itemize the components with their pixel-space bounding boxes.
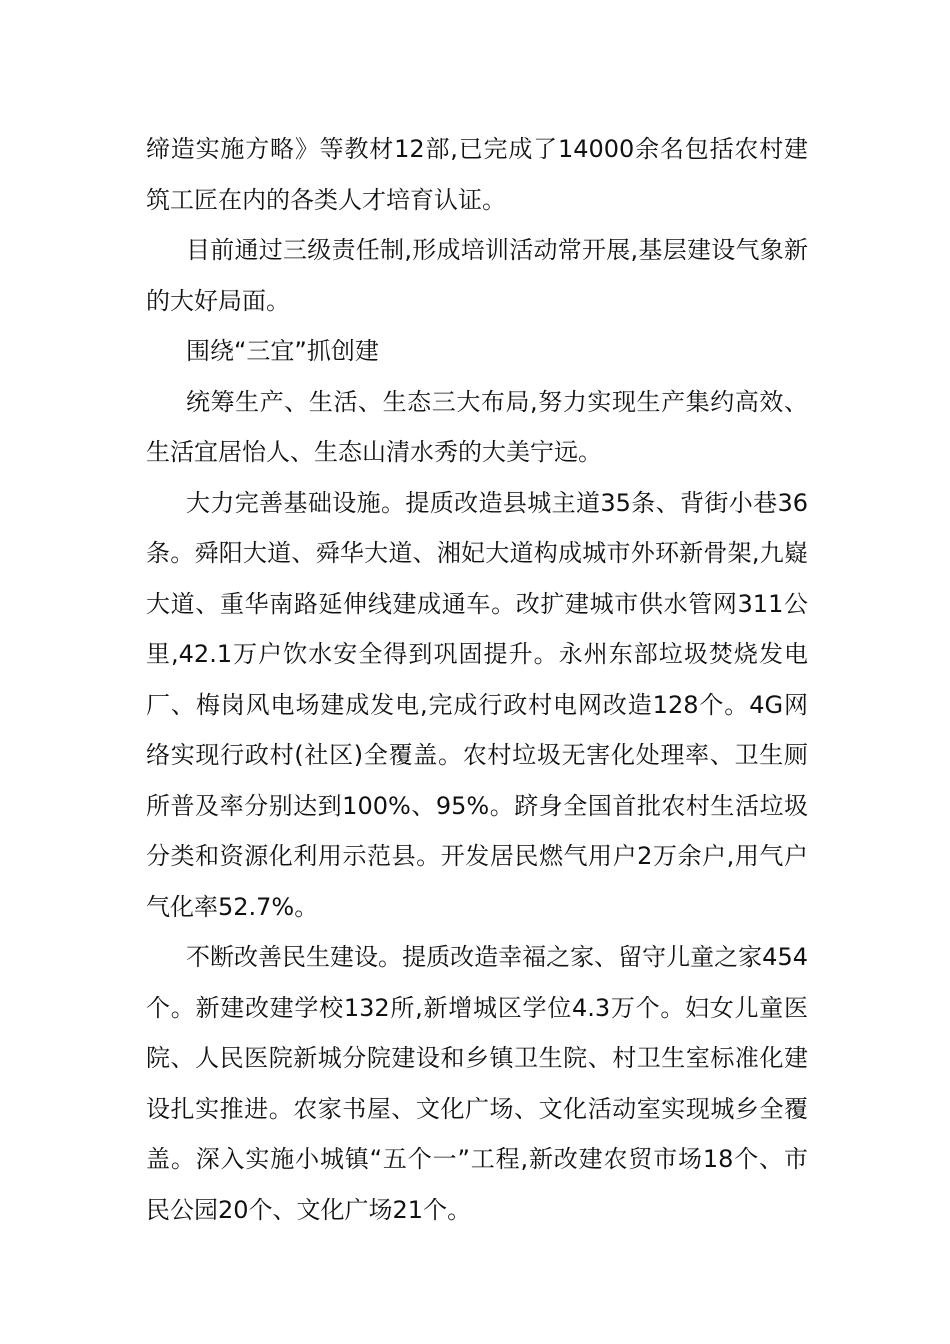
paragraph-2: 目前通过三级责任制,形成培训活动常开展,基层建设气象新的大好局面。	[146, 236, 808, 315]
document-body	[146, 124, 808, 1235]
paragraph-1: 缔造实施方略》等教材12部,已完成了14000余名包括农村建筑工匠在内的各类人才培育认证。	[146, 135, 808, 214]
paragraph-3: 统筹生产、生活、生态三大布局,努力实现生产集约高效、生活宜居怡人、生态山清水秀的大美宁远。	[146, 387, 808, 466]
paragraph-5: 不断改善民生建设。提质改造幸福之家、留守儿童之家454个。新建改建学校132所,新增城区学位4.3万个。妇女儿童医院、人民医院新城分院建设和乡镇卫生院、村卫生室标准化建设扎实推进。农家书屋、文化广场、文化活动室实现城乡全覆盖。深入实施小城镇“五个一”工程,新改建农贸市场18个、市民公园20个、文化广场21个。	[146, 943, 808, 1224]
paragraph-4: 大力完善基础设施。提质改造县城主道35条、背街小巷36条。舜阳大道、舜华大道、湘妃大道构成城市外环新骨架,九嶷大道、重华南路延伸线建成通车。改扩建城市供水管网311公里,42.1万户饮水安全得到巩固提升。永州东部垃圾焚烧发电厂、梅岗风电场建成发电,完成行政村电网改造128个。4G网络实现行政村(社区)全覆盖。农村垃圾无害化处理率、卫生厕所普及率分别达到100%、95%。跻身全国首批农村生活垃圾分类和资源化利用示范县。开发居民燃气用户2万余户,用气户气化率52.7%。	[146, 488, 808, 921]
section-heading: 围绕“三宜”抓创建	[186, 337, 379, 365]
